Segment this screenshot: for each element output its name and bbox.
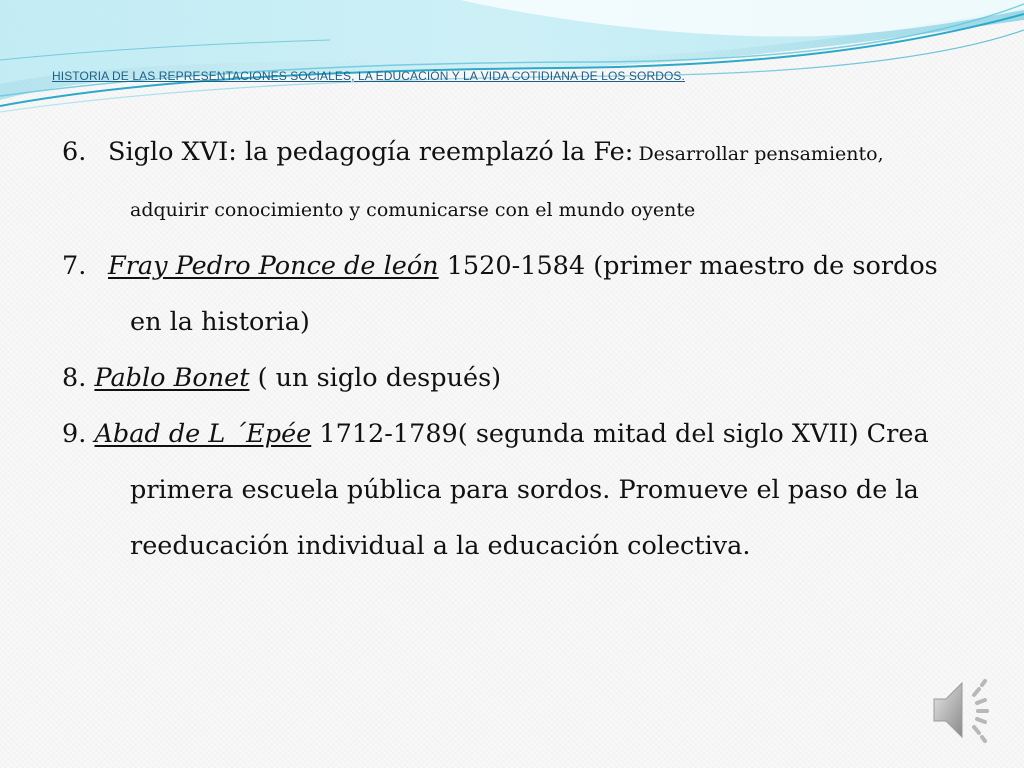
- speaker-icon[interactable]: [930, 675, 1000, 745]
- list-item: [62, 350, 962, 406]
- list-item: [62, 238, 962, 350]
- item-number: 8.: [62, 363, 87, 393]
- item-number: 7.: [62, 251, 87, 281]
- item-detail: Desarrollar pensamiento, adquirir conocimiento y comunicarse con el mundo oyente: [130, 143, 884, 221]
- item-number: 6.: [62, 137, 87, 167]
- item-text: ( un siglo después): [257, 363, 502, 393]
- item-person: Pablo Bonet: [94, 363, 250, 393]
- page-title: HISTORIA DE LAS REPRESENTACIONES SOCIALES, LA EDUCACIÓN Y LA VIDA COTIDIANA DE LOS SORDOS.: [52, 69, 685, 83]
- header-wave-decoration: [0, 0, 1024, 120]
- item-text: 1712-1789( segunda mitad del siglo XVII) Crea primera escuela pública para sordos. Promueve el paso de la reeducación individual a la educación colectiva.: [130, 419, 929, 561]
- list-item: [62, 124, 962, 238]
- content-list: [62, 124, 962, 574]
- item-number: 9.: [62, 419, 87, 449]
- item-person: Abad de L ´Epée: [94, 419, 312, 449]
- item-text: 1520-1584 (primer maestro de sordos en la historia): [130, 251, 938, 337]
- item-lead: Siglo XVI: la pedagogía reemplazó la Fe:: [108, 137, 634, 167]
- item-person: Fray Pedro Ponce de león: [108, 251, 439, 281]
- list-item: [62, 406, 962, 574]
